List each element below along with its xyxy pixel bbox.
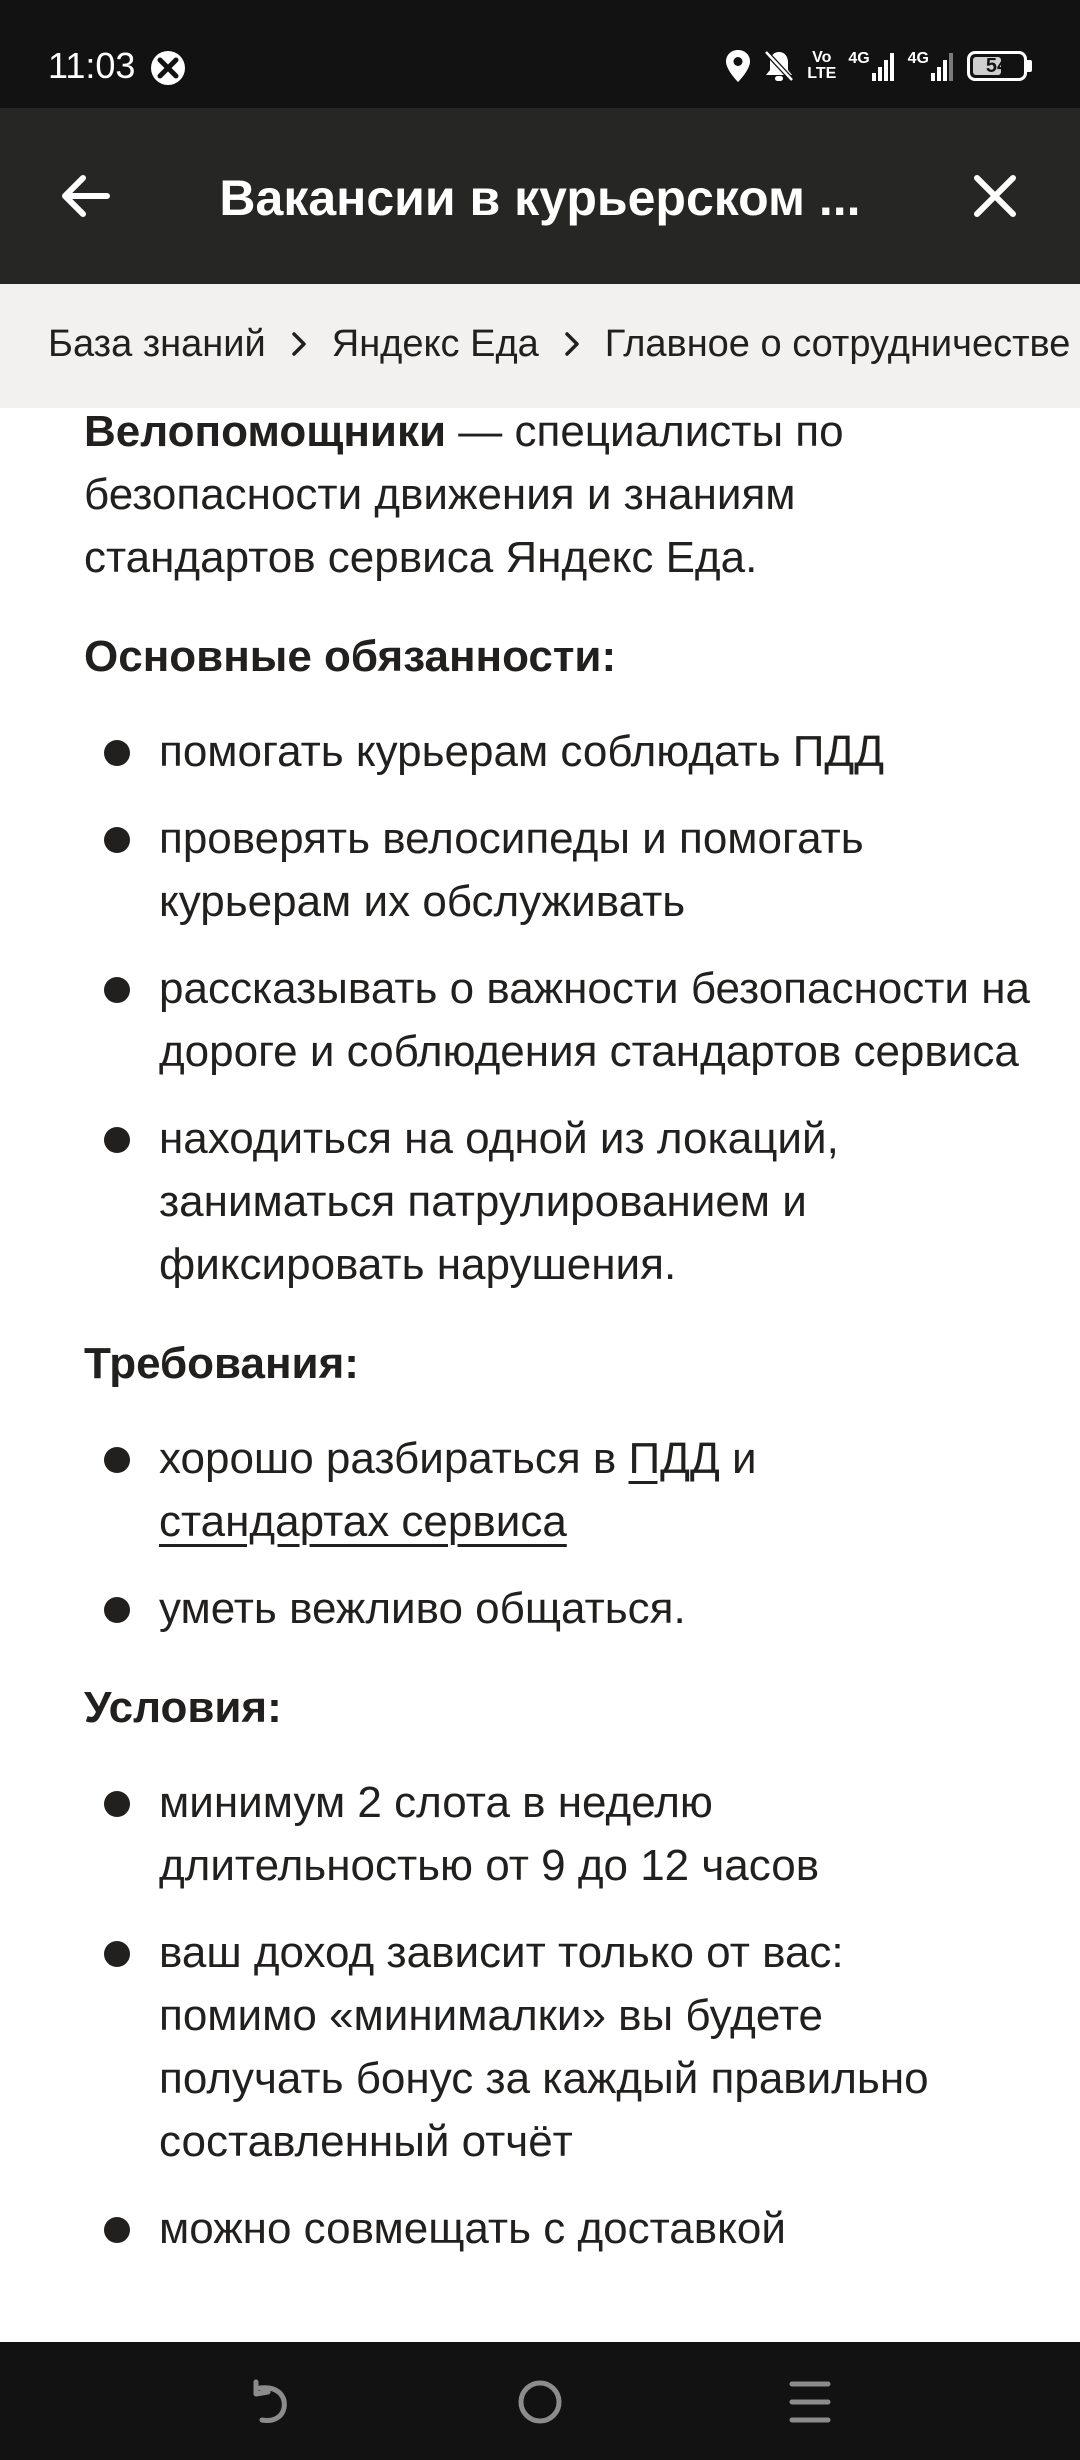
network-4g-2-label: 4G [907, 50, 929, 67]
conditions-heading: Условия: [84, 1683, 282, 1732]
list-item [84, 1771, 899, 1897]
list-item [84, 1921, 939, 2173]
status-indicators [725, 46, 1032, 86]
list-item [84, 1577, 1039, 1640]
bullet-icon [104, 1941, 130, 1967]
back-gesture-icon [248, 2378, 292, 2426]
arrow-left-icon [59, 174, 111, 218]
duties-heading: Основные обязанности: [84, 632, 617, 681]
close-icon [973, 174, 1017, 218]
list-item-text: ваш доход зависит только от вас: помимо «минималки» вы будете получать бонус за каждый правильно составленный отчёт [159, 1928, 929, 2166]
app-header [0, 108, 1080, 284]
menu-icon [788, 2378, 832, 2426]
requirements-heading: Требования: [84, 1339, 359, 1388]
system-nav-bar [0, 2342, 1080, 2460]
list-item [84, 720, 1039, 783]
list-item [84, 1107, 1039, 1296]
volte-indicator [807, 50, 836, 82]
page-title: Вакансии в курьерском ... [219, 170, 861, 226]
conditions-list [84, 1771, 1004, 2260]
list-item [84, 807, 1039, 933]
bullet-icon [104, 740, 130, 766]
nav-back-button[interactable] [222, 2364, 318, 2440]
bullet-icon [104, 1791, 130, 1817]
chevron-right-icon [539, 331, 605, 357]
bullet-icon [104, 1447, 130, 1473]
status-time: 11:03 [48, 45, 136, 86]
breadcrumb-item-knowledge-base[interactable]: База знаний [48, 323, 266, 365]
bullet-icon [104, 1597, 130, 1623]
volte-top: Vo [812, 49, 832, 66]
req-text: хорошо разбираться в [159, 1434, 629, 1483]
bullet-icon [104, 827, 130, 853]
nav-menu-button[interactable] [762, 2364, 858, 2440]
status-bar [0, 0, 1080, 108]
intro-bold: Велопомощники [84, 408, 447, 456]
battery-level: 54 [985, 54, 1009, 77]
breadcrumb [0, 284, 1080, 408]
list-item-text: помогать курьерам соблюдать ПДД [159, 727, 885, 776]
intro-text: — специалисты по безопасности движения и знаниям стандартов сервиса Яндекс Еда. [84, 408, 844, 582]
list-item [84, 2197, 1039, 2260]
list-item-text: можно совмещать с доставкой [159, 2204, 786, 2253]
intro-paragraph [84, 408, 964, 589]
list-item-text: проверять велосипеды и помогать курьерам их обслуживать [159, 814, 864, 926]
list-item-text: минимум 2 слота в неделю длительностью от 9 до 12 часов [159, 1778, 820, 1890]
requirements-list [84, 1427, 1004, 1640]
bullet-icon [104, 977, 130, 1003]
nav-home-button[interactable] [492, 2364, 588, 2440]
battery-icon [967, 51, 1027, 81]
battery-indicator [967, 51, 1032, 81]
network-4g-1-label: 4G [848, 50, 870, 67]
volte-bottom: LTE [807, 65, 837, 82]
network-4g-1 [848, 51, 895, 81]
back-button[interactable] [40, 156, 130, 236]
list-item-text: находиться на одной из локаций, заниматься патрулированием и фиксировать нарушения. [159, 1114, 839, 1289]
breadcrumb-item-cooperation[interactable]: Главное о сотрудничестве [604, 323, 1071, 365]
list-item [84, 1427, 799, 1553]
list-item-text: рассказывать о важности безопасности на дороге и соблюдения стандартов сервиса [159, 964, 1030, 1076]
location-icon [725, 49, 751, 83]
list-item [84, 957, 1039, 1083]
close-button[interactable] [950, 156, 1040, 236]
duties-list [84, 720, 1030, 1296]
network-4g-2 [908, 51, 955, 81]
list-item-text: уметь вежливо общаться. [159, 1584, 686, 1633]
req-text-mid: и [719, 1434, 757, 1483]
home-circle-icon [517, 2379, 563, 2425]
chevron-right-icon [266, 331, 332, 357]
service-standards-link[interactable]: стандартах сервиса [159, 1497, 567, 1546]
bullet-icon [104, 2217, 130, 2243]
app-notification-icon [150, 50, 186, 86]
bullet-icon [104, 1127, 130, 1153]
breadcrumb-item-yandex-eda[interactable]: Яндекс Еда [331, 323, 539, 365]
signal-icon-2 [931, 51, 955, 81]
pdd-link[interactable]: ПДД [628, 1434, 720, 1483]
signal-icon [872, 51, 896, 81]
article-content [0, 408, 1080, 2342]
mute-bell-icon [763, 49, 795, 83]
